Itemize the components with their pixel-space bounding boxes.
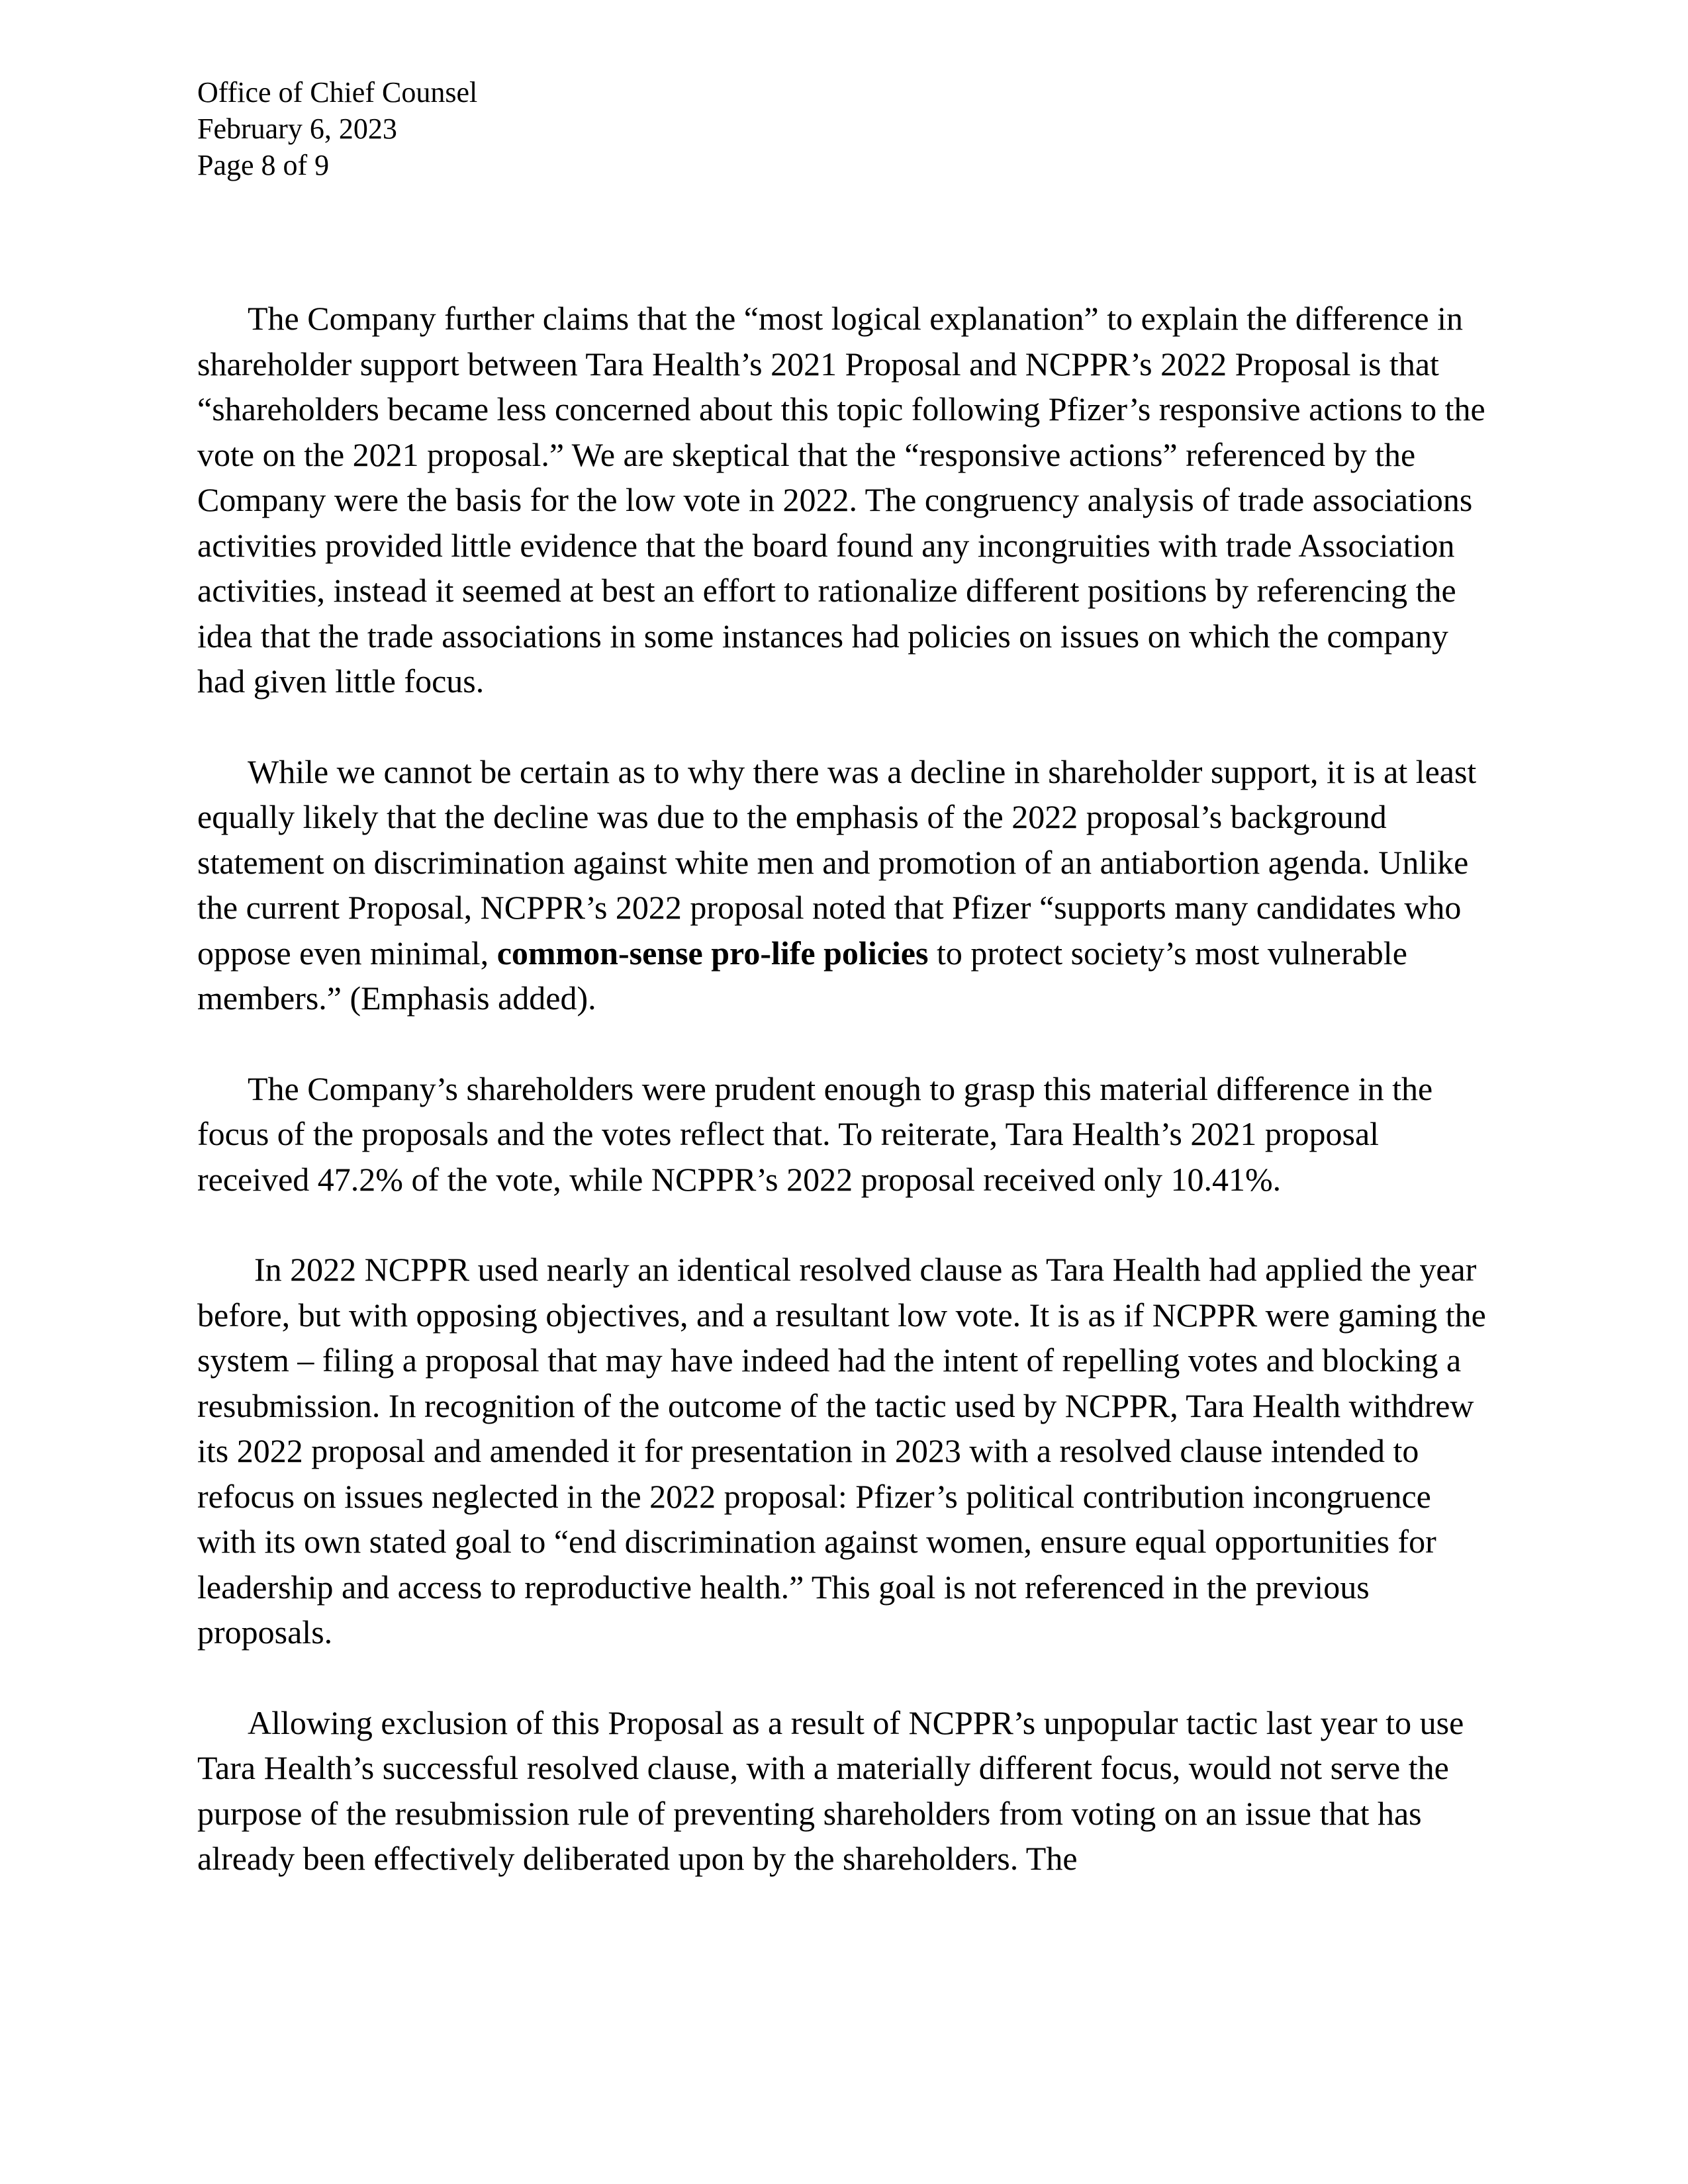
paragraph-decline-in-support <box>197 749 1495 1021</box>
emphasized-text: common-sense pro-life policies <box>496 934 929 972</box>
header-date: February 6, 2023 <box>197 113 397 145</box>
paragraph-prudent-shareholders: The Company’s shareholders were prudent enough to grasp this material difference in the focus of the proposals and the votes reflect that. To reiterate, Tara Health’s 2021 proposal received 47.2% of the vote, while NCPPR’s 2022 proposal received only 10.41%. <box>197 1069 1433 1198</box>
paragraph-text: to protect society’s most vulnerable members.” (Emphasis added). <box>197 934 1407 1017</box>
paragraph-most-logical-explanation: The Company further claims that the “most logical explanation” to explain the difference in shareholder support between Tara Health’s 2021 Proposal and NCPPR’s 2022 Proposal is that “shareholders became less concerned about this topic following Pfizer’s responsive actions to the vote on the 2021 proposal.” We are skeptical that the “responsive actions” referenced by the Company were the basis for the low vote in 2022. The congruency analysis of trade associations activities provided little evidence that the board found any incongruities with trade Association activities, instead it seemed at best an effort to rationalize different positions by referencing the idea that the trade associations in some instances had policies on issues on which the company had given little focus. <box>197 300 1485 700</box>
letter-body <box>197 296 1495 1927</box>
letter-header <box>197 74 477 183</box>
paragraph-ncppr-2022: In 2022 NCPPR used nearly an identical resolved clause as Tara Health had applied the year before, but with opposing objectives, and a resultant low vote. It is as if NCPPR were gaming the system – filing a proposal that may have indeed had the intent of repelling votes and blocking a resubmission. In recognition of the outcome of the tactic used by NCPPR, Tara Health withdrew its 2022 proposal and amended it for presentation in 2023 with a resolved clause intended to refocus on issues neglected in the 2022 proposal: Pfizer’s political contribution incongruence with its own stated goal to “end discrimination against women, ensure equal opportunities for leadership and access to reproductive health.” This goal is not referenced in the previous proposals. <box>197 1251 1486 1651</box>
header-recipient: Office of Chief Counsel <box>197 76 478 109</box>
paragraph-text: While we cannot be certain as to why there was a decline in shareholder support, it is at least equally likely that the decline was due to the emphasis of the 2022 proposal’s background statement on discrimination against white men and promotion of an antiabortion agenda. Unlike the current Proposal, NCPPR’s 2022 proposal noted that Pfizer “supports many candidates who oppose even minimal, <box>197 752 1477 972</box>
paragraph-allowing-exclusion: Allowing exclusion of this Proposal as a result of NCPPR’s unpopular tactic last year to use Tara Health’s successful resolved clause, with a materially different focus, would not serve the purpose of the resubmission rule of preventing shareholders from voting on an issue that has already been effectively deliberated upon by the shareholders. The <box>197 1704 1464 1877</box>
header-page-number: Page 8 of 9 <box>197 149 330 181</box>
